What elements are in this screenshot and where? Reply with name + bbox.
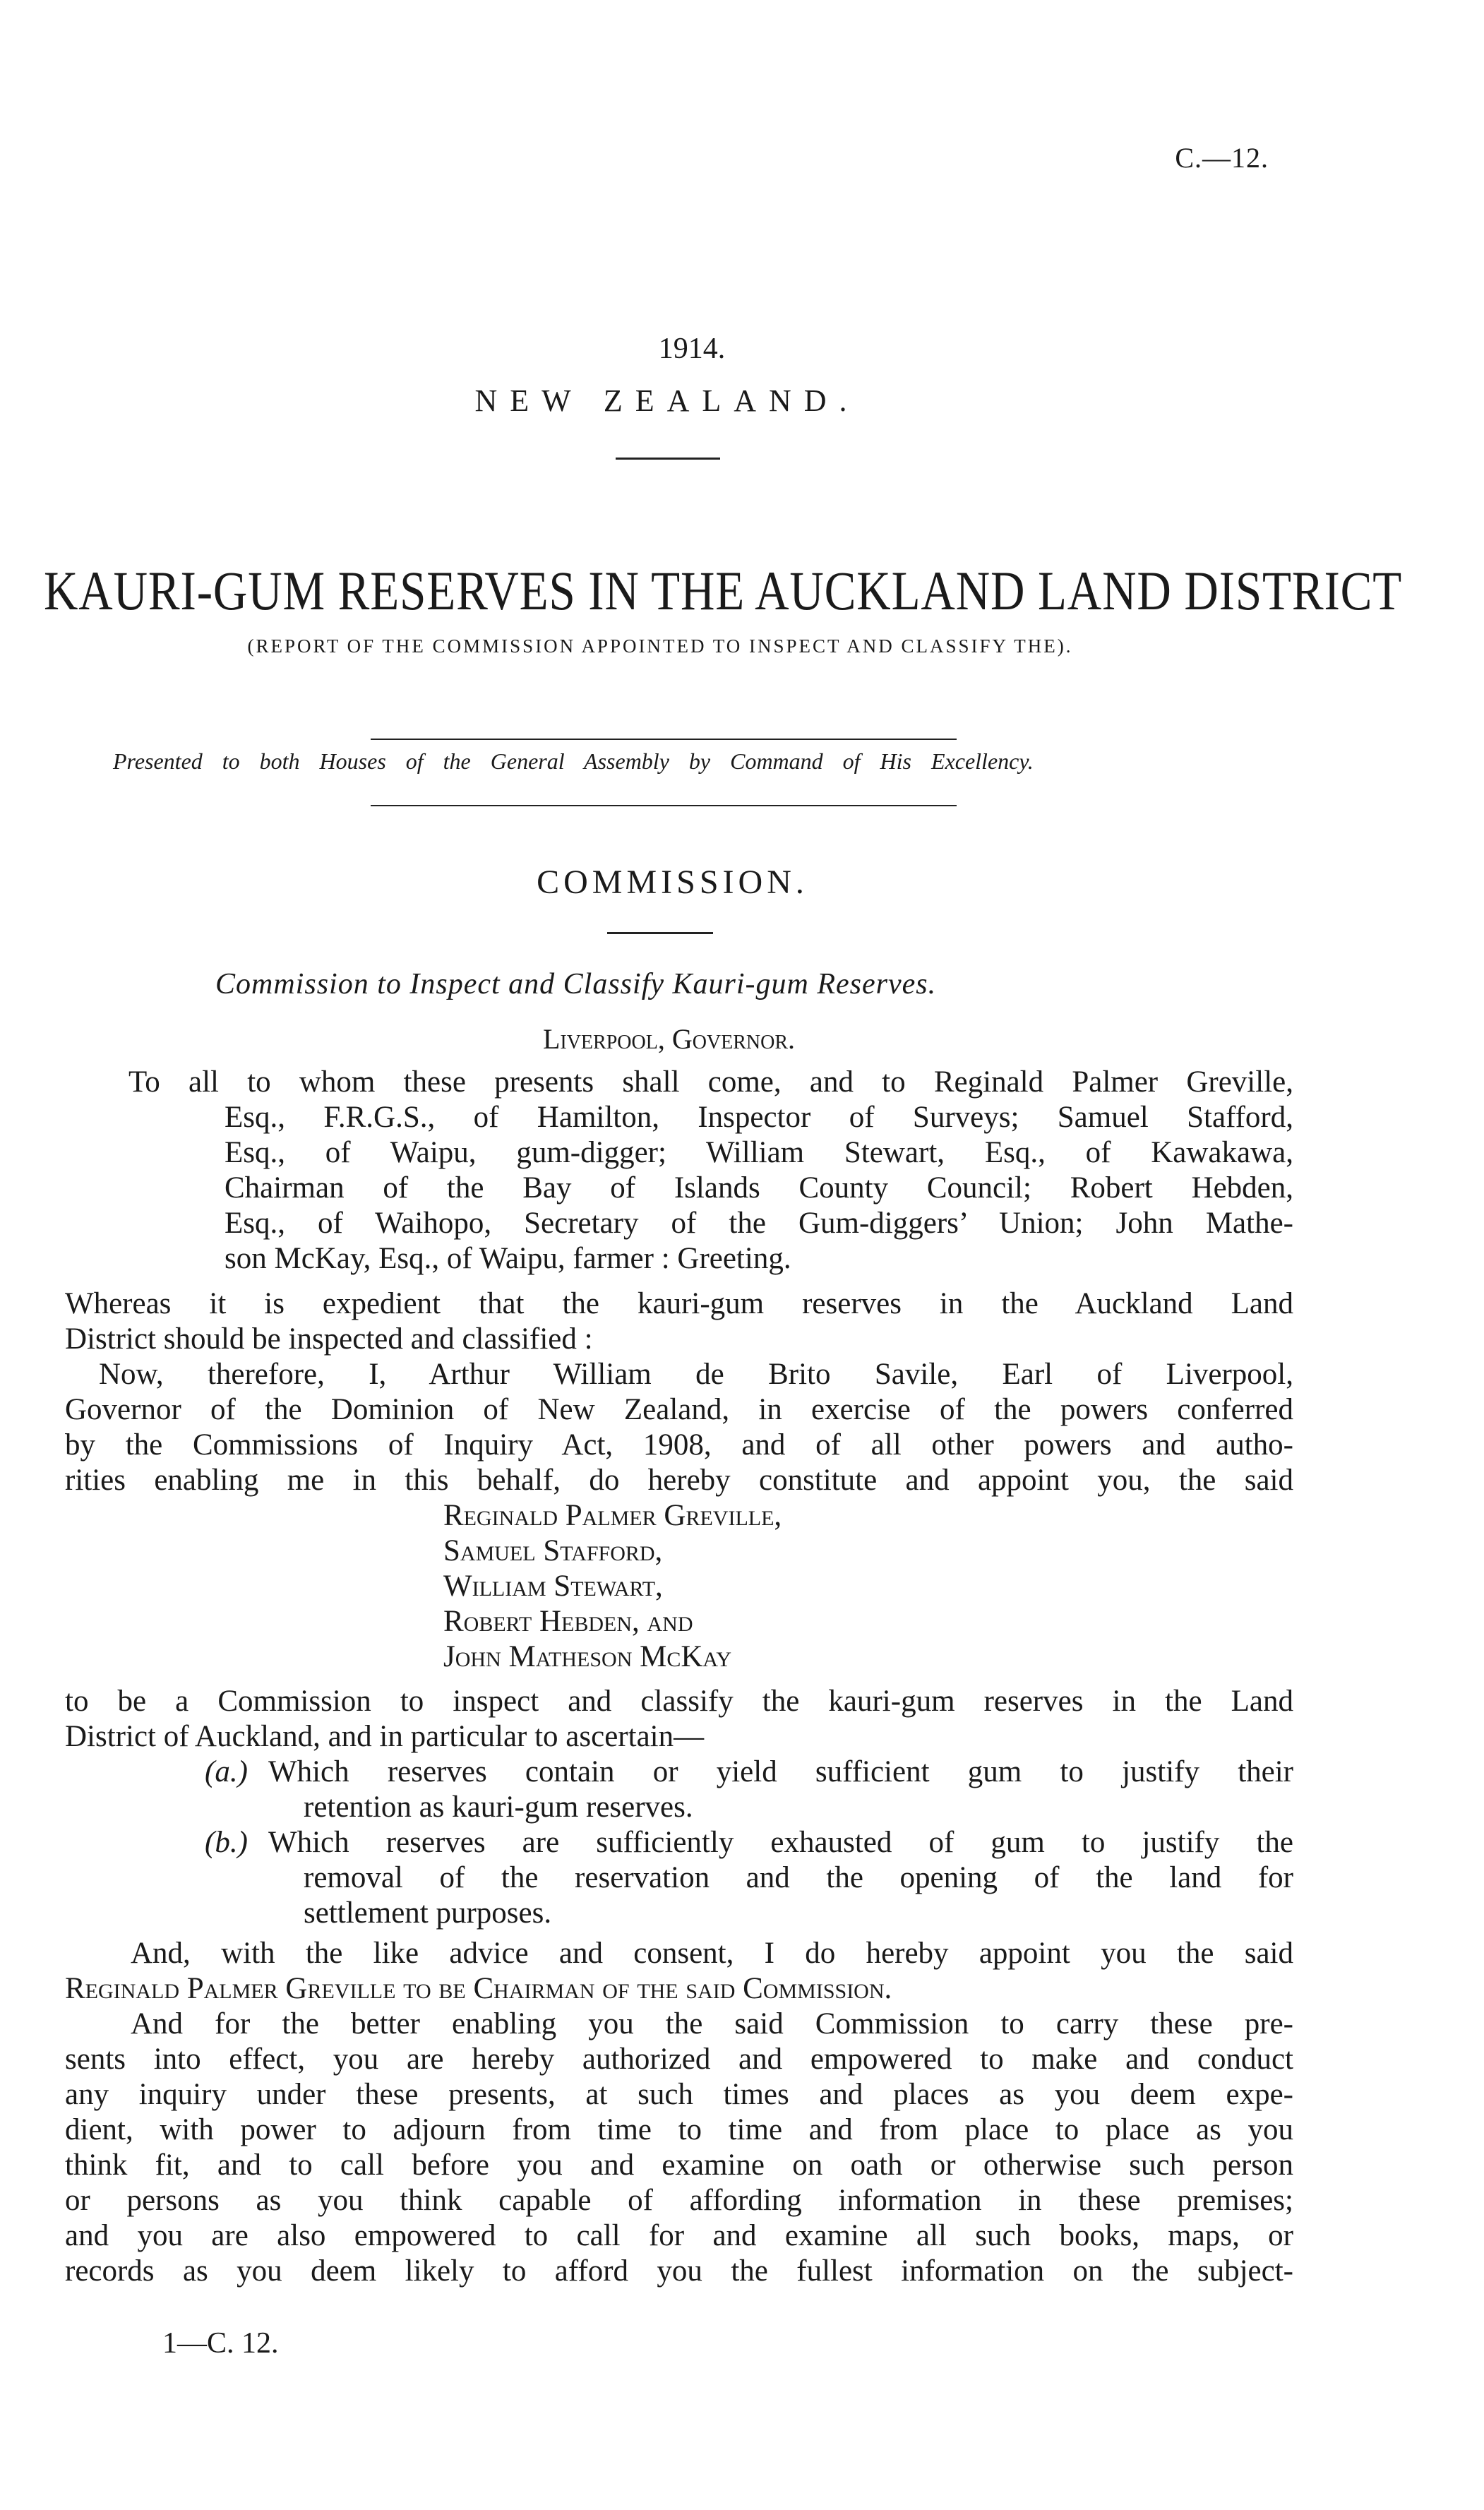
address-line: son McKay, Esq., of Waipu, farmer : Greeting.	[225, 1242, 791, 1275]
item-line: Which reserves are sufficiently exhausted of gum to justify the	[268, 1826, 1293, 1859]
paper-reference: C.—12.	[1175, 142, 1269, 174]
whereas-line: Whereas it is expedient that the kauri-gum reserves in the Auckland Land	[65, 1287, 1293, 1320]
item-label: (b.)	[205, 1826, 248, 1859]
paragraph-line: think fit, and to call before you and examine on oath or otherwise such person	[65, 2149, 1293, 2182]
paragraph-line: Now, therefore, I, Arthur William de Brito Savile, Earl of Liverpool,	[99, 1358, 1293, 1391]
address-line: Esq., of Waihopo, Secretary of the Gum-diggers’ Union; John Mathe-	[225, 1207, 1293, 1240]
address-line: Esq., F.R.G.S., of Hamilton, Inspector of Surveys; Samuel Stafford,	[225, 1101, 1293, 1134]
divider	[607, 932, 713, 934]
document-subtitle: (REPORT OF THE COMMISSION APPOINTED TO INSPECT AND CLASSIFY THE).	[247, 635, 1073, 657]
appointee-name: Samuel Stafford,	[443, 1534, 663, 1567]
country-heading: NEW ZEALAND.	[474, 383, 860, 418]
appointee-name: Robert Hebden, and	[443, 1605, 693, 1638]
paragraph-line: And for the better enabling you the said Commission to carry these pre-	[131, 2007, 1293, 2040]
paragraph-line: by the Commissions of Inquiry Act, 1908, and of all other powers and autho-	[65, 1428, 1293, 1462]
paragraph-line: and you are also empowered to call for and examine all such books, maps, or	[65, 2219, 1293, 2252]
paragraph-line: any inquiry under these presents, at such times and places as you deem expe-	[65, 2078, 1293, 2111]
address-line: Chairman of the Bay of Islands County Council; Robert Hebden,	[225, 1171, 1293, 1205]
year: 1914.	[658, 333, 726, 365]
paragraph-line: dient, with power to adjourn from time to time and from place to place as you	[65, 2113, 1293, 2146]
paragraph-line: to be a Commission to inspect and classify the kauri-gum reserves in the Land	[65, 1685, 1293, 1718]
commission-subheading: Commission to Inspect and Classify Kauri-gum Reserves.	[215, 968, 937, 1000]
paragraph-line: records as you deem likely to afford you the fullest information on the subject-	[65, 2254, 1293, 2288]
divider	[371, 805, 957, 806]
paragraph-line: Reginald Palmer Greville to be Chairman of the said Commission.	[65, 1972, 892, 2005]
whereas-line: District should be inspected and classified :	[65, 1322, 593, 1356]
divider	[616, 458, 720, 460]
item-line: removal of the reservation and the opening of the land for	[304, 1861, 1293, 1894]
governor-signature: Liverpool, Governor.	[542, 1023, 796, 1055]
appointee-name: John Matheson McKay	[443, 1640, 732, 1673]
item-line: settlement purposes.	[304, 1896, 552, 1930]
item-label: (a.)	[205, 1755, 248, 1788]
address-line: Esq., of Waipu, gum-digger; William Stewart, Esq., of Kawakawa,	[225, 1136, 1293, 1169]
commission-heading: COMMISSION.	[537, 863, 808, 901]
presented-line: Presented to both Houses of the General Assembly by Command of His Excellency.	[113, 748, 1034, 774]
page-footer: 1—C. 12.	[162, 2327, 279, 2360]
document-title: KAURI-GUM RESERVES IN THE AUCKLAND LAND DISTRICT	[44, 560, 1403, 621]
paragraph-line: Governor of the Dominion of New Zealand, in exercise of the powers conferred	[65, 1393, 1293, 1426]
address-line: To all to whom these presents shall come, and to Reginald Palmer Greville,	[128, 1065, 1293, 1099]
paragraph-line: or persons as you think capable of affording information in these premises;	[65, 2184, 1293, 2217]
appointee-name: William Stewart,	[443, 1570, 663, 1603]
paragraph-line: sents into effect, you are hereby authorized and empowered to make and conduct	[65, 2043, 1293, 2076]
item-line: retention as kauri-gum reserves.	[304, 1791, 693, 1824]
item-line: Which reserves contain or yield sufficient gum to justify their	[268, 1755, 1293, 1788]
paragraph-line: And, with the like advice and consent, I do hereby appoint you the said	[131, 1937, 1293, 1970]
paragraph-line: rities enabling me in this behalf, do hereby constitute and appoint you, the said	[65, 1464, 1293, 1497]
paragraph-line: District of Auckland, and in particular to ascertain—	[65, 1720, 705, 1753]
divider	[371, 739, 957, 740]
appointee-name: Reginald Palmer Greville,	[443, 1499, 782, 1532]
